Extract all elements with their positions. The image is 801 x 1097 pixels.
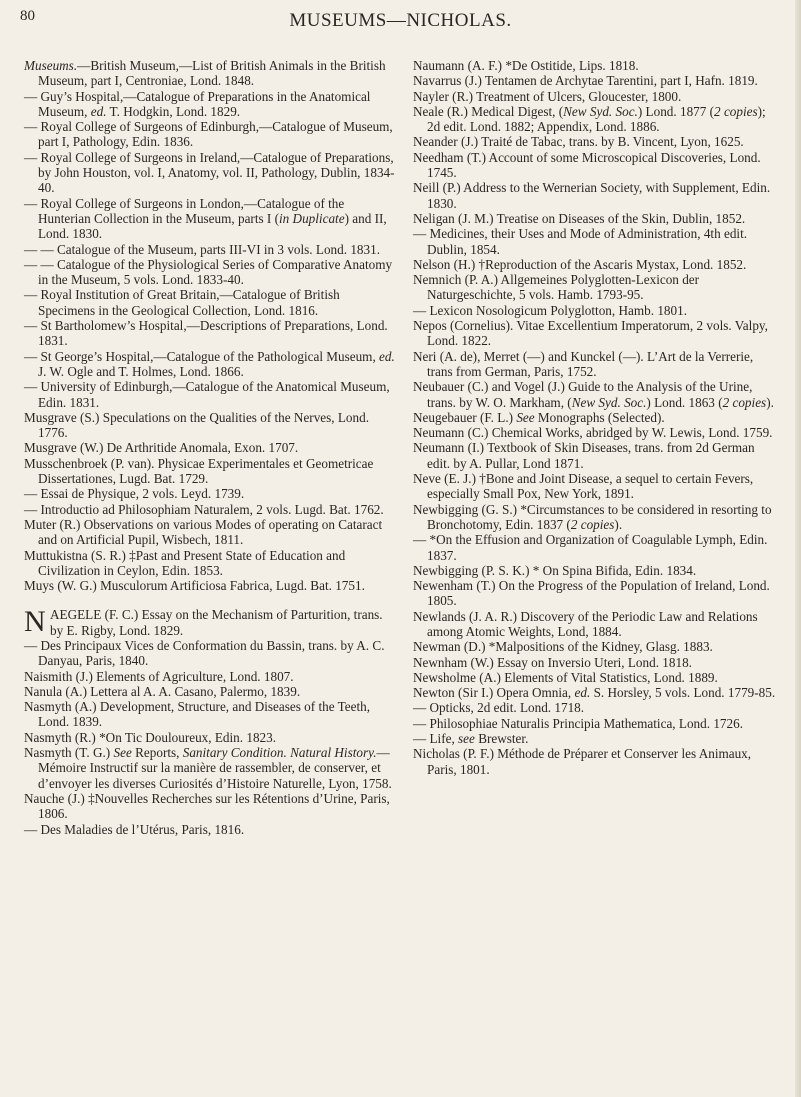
bibliography-entry bbox=[24, 578, 396, 593]
bibliography-entry bbox=[24, 440, 396, 455]
entry-text: AEGELE (F. C.) Essay on the Mechanism of Parturition, trans. by E. Rigby, Lond. 1829. bbox=[50, 607, 383, 638]
entry-text: Neill (P.) Address to the Wernerian Society, with Supplement, Edin. 1830. bbox=[413, 180, 771, 211]
entry-text: — Des Principaux Vices de Conformation du Bassin, trans. by A. C. Danyau, Paris, 1840. bbox=[24, 637, 385, 669]
bibliography-entry bbox=[24, 548, 396, 579]
entry-text: T. Hodgkin, Lond. 1829. bbox=[106, 103, 241, 119]
entry-text: ). bbox=[766, 394, 774, 410]
entry-text: Monographs (Selected). bbox=[534, 409, 665, 425]
entry-text: — Guy’s Hospital,—Catalogue of Preparations in the Anatomical Museum, bbox=[24, 88, 371, 119]
drop-cap: N bbox=[24, 605, 46, 639]
bibliography-entry bbox=[413, 440, 778, 471]
entry-text: Neugebauer (F. L.) bbox=[413, 409, 517, 425]
entry-text: — Royal College of Surgeons of Edinburgh,—Catalogue of Museum, part I, Pathology, Edin. 1836. bbox=[24, 119, 393, 150]
entry-text: Musgrave (S.) Speculations on the Qualities of the Nerves, Lond. 1776. bbox=[24, 409, 369, 441]
italic-text: ed. bbox=[90, 103, 107, 119]
bibliography-entry bbox=[24, 745, 396, 791]
italic-text: 2 copies bbox=[570, 516, 615, 532]
entry-text: Nasmyth (T. G.) bbox=[24, 745, 114, 761]
bibliography-entry bbox=[413, 257, 778, 272]
entry-text: Newbigging (G. S.) *Circumstances to be considered in resorting to Bronchotomy, Edin. 1837 ( bbox=[413, 501, 772, 532]
bibliography-entry bbox=[24, 379, 396, 410]
entry-text: ) and II, Lond. 1830. bbox=[38, 210, 387, 242]
entry-text: Nanula (A.) Lettera al A. A. Casano, Palermo, 1839. bbox=[24, 683, 301, 699]
entry-text: — Opticks, 2d edit. Lond. 1718. bbox=[413, 700, 585, 716]
entry-text: S. Horsley, 5 vols. Lond. 1779-85. bbox=[590, 685, 776, 701]
italic-text: ed. bbox=[574, 685, 591, 701]
bibliography-entry bbox=[24, 58, 396, 89]
italic-text: See bbox=[516, 409, 535, 425]
entry-text: Musgrave (W.) De Arthritide Anomala, Exon. 1707. bbox=[24, 440, 299, 456]
bibliography-entry bbox=[413, 89, 778, 104]
bibliography-entry bbox=[24, 410, 396, 441]
bibliography-entry bbox=[24, 730, 396, 745]
entry-text: — Medicines, their Uses and Mode of Administration, 4th edit. Dublin, 1854. bbox=[413, 226, 748, 257]
bibliography-entry bbox=[413, 655, 778, 670]
entry-text: — Royal College of Surgeons in London,—Catalogue of the Hunterian Collection in the Museum, parts I ( bbox=[24, 195, 345, 226]
entry-text: Nicholas (P. F.) Méthode de Préparer et Conserver les Animaux, Paris, 1801. bbox=[413, 746, 752, 777]
entry-text: — Royal College of Surgeons in Ireland,—Catalogue of Preparations, by John Houston, vol. I, Anatomy, vol. II, Pathology, Dublin, 1834-40. bbox=[24, 149, 395, 196]
bibliography-entry bbox=[413, 104, 778, 135]
entry-text: ); 2d edit. Lond. 1882; Appendix, Lond. 1886. bbox=[427, 103, 766, 135]
left-column bbox=[24, 58, 396, 837]
entry-text: Nelson (H.) †Reproduction of the Ascaris Mystax, Lond. 1852. bbox=[413, 256, 747, 272]
entry-text: — Introductio ad Philosophiam Naturalem, 2 vols. Lugd. Bat. 1762. bbox=[24, 501, 384, 517]
bibliography-entry bbox=[413, 272, 778, 303]
entry-text: J. W. Ogle and T. Holmes, Lond. 1866. bbox=[38, 363, 244, 379]
bibliography-entry bbox=[413, 226, 778, 257]
bibliography-entry bbox=[413, 211, 778, 226]
entry-text: — St Bartholomew’s Hospital,—Descriptions of Preparations, Lond. 1831. bbox=[24, 318, 388, 349]
bibliography-entry bbox=[413, 563, 778, 578]
entry-text: Neubauer (C.) and Vogel (J.) Guide to the Analysis of the Urine, trans. by W. O. Markham, ( bbox=[413, 379, 753, 410]
entry-text: Muttukistna (S. R.) ‡Past and Present State of Education and Civilization in Ceylon, Edin. 1853. bbox=[24, 547, 346, 578]
bibliography-entry bbox=[24, 699, 396, 730]
entry-text: Naismith (J.) Elements of Agriculture, Lond. 1807. bbox=[24, 668, 294, 684]
entry-text: — *On the Effusion and Organization of Coagulable Lymph, Edin. 1837. bbox=[413, 532, 768, 563]
entry-text: Muter (R.) Observations on various Modes of operating on Cataract and on Artificial Pupil, Wisbech, 1811. bbox=[24, 516, 383, 548]
entry-text: Needham (T.) Account of some Microscopical Discoveries, Lond. 1745. bbox=[413, 149, 761, 181]
bibliography-entry bbox=[413, 425, 778, 440]
bibliography-entry bbox=[24, 318, 396, 349]
entry-text: ). bbox=[614, 516, 623, 532]
entry-text: Neale (R.) Medical Digest, ( bbox=[413, 103, 564, 119]
italic-text: Sanitary Condition. Natural History. bbox=[182, 745, 377, 761]
italic-text: 2 copies bbox=[714, 103, 758, 119]
entry-text: — Des Maladies de l’Utérus, Paris, 1816. bbox=[24, 821, 245, 837]
bibliography-entry bbox=[413, 502, 778, 533]
bibliography-entry bbox=[413, 134, 778, 149]
bibliography-entry bbox=[24, 287, 396, 318]
bibliography-entry bbox=[24, 486, 396, 501]
bibliography-entry bbox=[413, 471, 778, 502]
page-edge bbox=[795, 0, 801, 1097]
bibliography-entry bbox=[413, 410, 778, 425]
entry-text: Nayler (R.) Treatment of Ulcers, Gloucester, 1800. bbox=[413, 88, 682, 104]
bibliography-entry bbox=[24, 257, 396, 288]
bibliography-entry bbox=[413, 685, 778, 700]
entry-text: — University of Edinburgh,—Catalogue of the Anatomical Museum, Edin. 1831. bbox=[24, 379, 390, 410]
italic-text: New Syd. Soc. bbox=[563, 103, 638, 119]
bibliography-entry bbox=[24, 669, 396, 684]
bibliography-entry bbox=[24, 196, 396, 242]
italic-text: New Syd. Soc. bbox=[571, 394, 647, 410]
entry-text: Newman (D.) *Malpositions of the Kidney, Glasg. 1883. bbox=[413, 639, 713, 655]
bibliography-entry bbox=[413, 318, 778, 349]
entry-text: Newnham (W.) Essay on Inversio Uteri, Lond. 1818. bbox=[413, 654, 692, 670]
bibliography-entry bbox=[413, 150, 778, 181]
bibliography-entry bbox=[413, 58, 778, 73]
bibliography-entry bbox=[24, 791, 396, 822]
entry-text: Nasmyth (A.) Development, Structure, and Diseases of the Teeth, Lond. 1839. bbox=[24, 699, 371, 730]
bibliography-entry bbox=[413, 303, 778, 318]
italic-text: see bbox=[458, 731, 475, 747]
bibliography-entry bbox=[413, 73, 778, 88]
bibliography-entry bbox=[24, 119, 396, 150]
section-break bbox=[24, 593, 396, 607]
italic-text: ed. bbox=[379, 348, 395, 364]
entry-text: — — Catalogue of the Museum, parts III-VI in 3 vols. Lond. 1831. bbox=[24, 241, 381, 257]
bibliography-entry bbox=[413, 532, 778, 563]
bibliography-entry bbox=[24, 150, 396, 196]
bibliography-entry bbox=[24, 456, 396, 487]
entry-text: Reports, bbox=[131, 745, 183, 761]
entry-text: Muys (W. G.) Musculorum Artificiosa Fabrica, Lugd. Bat. 1751. bbox=[24, 578, 365, 594]
entry-text: — — Catalogue of the Physiological Series of Comparative Anatomy in the Museum, 5 vols. Lond. 1833-40. bbox=[24, 256, 393, 288]
bibliography-entry bbox=[413, 670, 778, 685]
entry-text: Brewster. bbox=[474, 731, 529, 747]
entry-text: Nasmyth (R.) *On Tic Douloureux, Edin. 1823. bbox=[24, 729, 277, 745]
bibliography-entry bbox=[413, 379, 778, 410]
entry-text: Neumann (C.) Chemical Works, abridged by W. Lewis, Lond. 1759. bbox=[413, 425, 773, 441]
entry-text: Newsholme (A.) Elements of Vital Statistics, Lond. 1889. bbox=[413, 669, 718, 685]
entry-text: Neumann (I.) Textbook of Skin Diseases, trans. from 2d German edit. by A. Pullar, Lond 1871. bbox=[413, 440, 755, 471]
bibliography-entry bbox=[413, 716, 778, 731]
entry-text: — St George’s Hospital,—Catalogue of the Pathological Museum, bbox=[24, 348, 380, 364]
bibliography-entry bbox=[413, 609, 778, 640]
bibliography-entry bbox=[24, 349, 396, 380]
entry-text: Nauche (J.) ‡Nouvelles Recherches sur les Rétentions d’Urine, Paris, 1806. bbox=[24, 790, 390, 822]
bibliography-entry bbox=[413, 578, 778, 609]
bibliography-entry bbox=[413, 639, 778, 654]
bibliography-entry bbox=[413, 180, 778, 211]
bibliography-entry bbox=[24, 607, 396, 638]
bibliography-entry bbox=[413, 731, 778, 746]
entry-text: — Life, bbox=[413, 731, 459, 747]
bibliography-entry bbox=[24, 638, 396, 669]
entry-text: Musschenbroek (P. van). Physicae Experimentales et Geometricae Dissertationes, Lugd. Bat. 1729. bbox=[24, 455, 374, 487]
entry-text: Neander (J.) Traité de Tabac, trans. by B. Vincent, Lyon, 1625. bbox=[413, 134, 744, 150]
entry-text: — Royal Institution of Great Britain,—Catalogue of British Specimens in the Geological Collection, Lond. 1816. bbox=[24, 287, 340, 318]
bibliography-entry bbox=[24, 502, 396, 517]
bibliography-entry bbox=[24, 684, 396, 699]
bibliography-entry bbox=[413, 349, 778, 380]
entry-text: Newton (Sir I.) Opera Omnia, bbox=[413, 685, 575, 701]
italic-text: 2 copies bbox=[722, 394, 767, 410]
running-head: MUSEUMS—NICHOLAS. bbox=[289, 10, 512, 31]
right-column bbox=[413, 58, 778, 777]
entry-text: —British Museum,—List of British Animals in the British Museum, part I, Centroniae, Lond. 1848. bbox=[38, 58, 386, 89]
bibliography-entry bbox=[24, 89, 396, 120]
italic-text: Museums. bbox=[24, 58, 78, 73]
entry-text: Neri (A. de), Merret (—) and Kunckel (—). L’Art de la Verrerie, trans from German, Paris, 1752. bbox=[413, 348, 754, 379]
entry-text: Neve (E. J.) †Bone and Joint Disease, a sequel to certain Fevers, especially Small Pox, New York, 1891. bbox=[413, 471, 754, 502]
italic-text: See bbox=[113, 745, 132, 761]
bibliography-entry bbox=[413, 700, 778, 715]
entry-text: ) Lond. 1863 ( bbox=[646, 394, 723, 410]
bibliography-entry bbox=[413, 746, 778, 777]
entry-text: Newenham (T.) On the Progress of the Population of Ireland, Lond. 1805. bbox=[413, 578, 770, 609]
entry-text: ) Lond. 1877 ( bbox=[637, 103, 715, 119]
entry-text: Nemnich (P. A.) Allgemeines Polyglotten-Lexicon der Naturgeschichte, 5 vols. Hamb. 1793-95. bbox=[413, 272, 700, 303]
bibliography-entry bbox=[24, 242, 396, 257]
page-number: 80 bbox=[20, 8, 35, 24]
entry-text: — Philosophiae Naturalis Principia Mathematica, Lond. 1726. bbox=[413, 715, 743, 731]
entry-text: Neligan (J. M.) Treatise on Diseases of the Skin, Dublin, 1852. bbox=[413, 210, 746, 226]
bibliography-entry bbox=[24, 517, 396, 548]
entry-text: Newbigging (P. S. K.) * On Spina Bifida, Edin. 1834. bbox=[413, 562, 697, 578]
entry-text: —Mémoire Instructif sur la manière de rassembler, de conserver, et d’envoyer les diverses Curiosités d’Histoire Naturelle, Lyon, 1758. bbox=[38, 745, 392, 791]
entry-text: Newlands (J. A. R.) Discovery of the Periodic Law and Relations among Atomic Weights, Lond, 1884. bbox=[413, 608, 758, 639]
entry-text: — Essai de Physique, 2 vols. Leyd. 1739. bbox=[24, 486, 245, 502]
entry-text: — Lexicon Nosologicum Polyglotton, Hamb. 1801. bbox=[413, 302, 687, 318]
entry-text: Nepos (Cornelius). Vitae Excellentium Imperatorum, 2 vols. Valpy, Lond. 1822. bbox=[413, 318, 768, 349]
entry-text: Naumann (A. F.) *De Ostitide, Lips. 1818. bbox=[413, 58, 639, 73]
entry-text: Navarrus (J.) Tentamen de Archytae Tarentini, part I, Hafn. 1819. bbox=[413, 73, 758, 89]
italic-text: in Duplicate bbox=[279, 210, 345, 226]
bibliography-entry bbox=[24, 822, 396, 837]
